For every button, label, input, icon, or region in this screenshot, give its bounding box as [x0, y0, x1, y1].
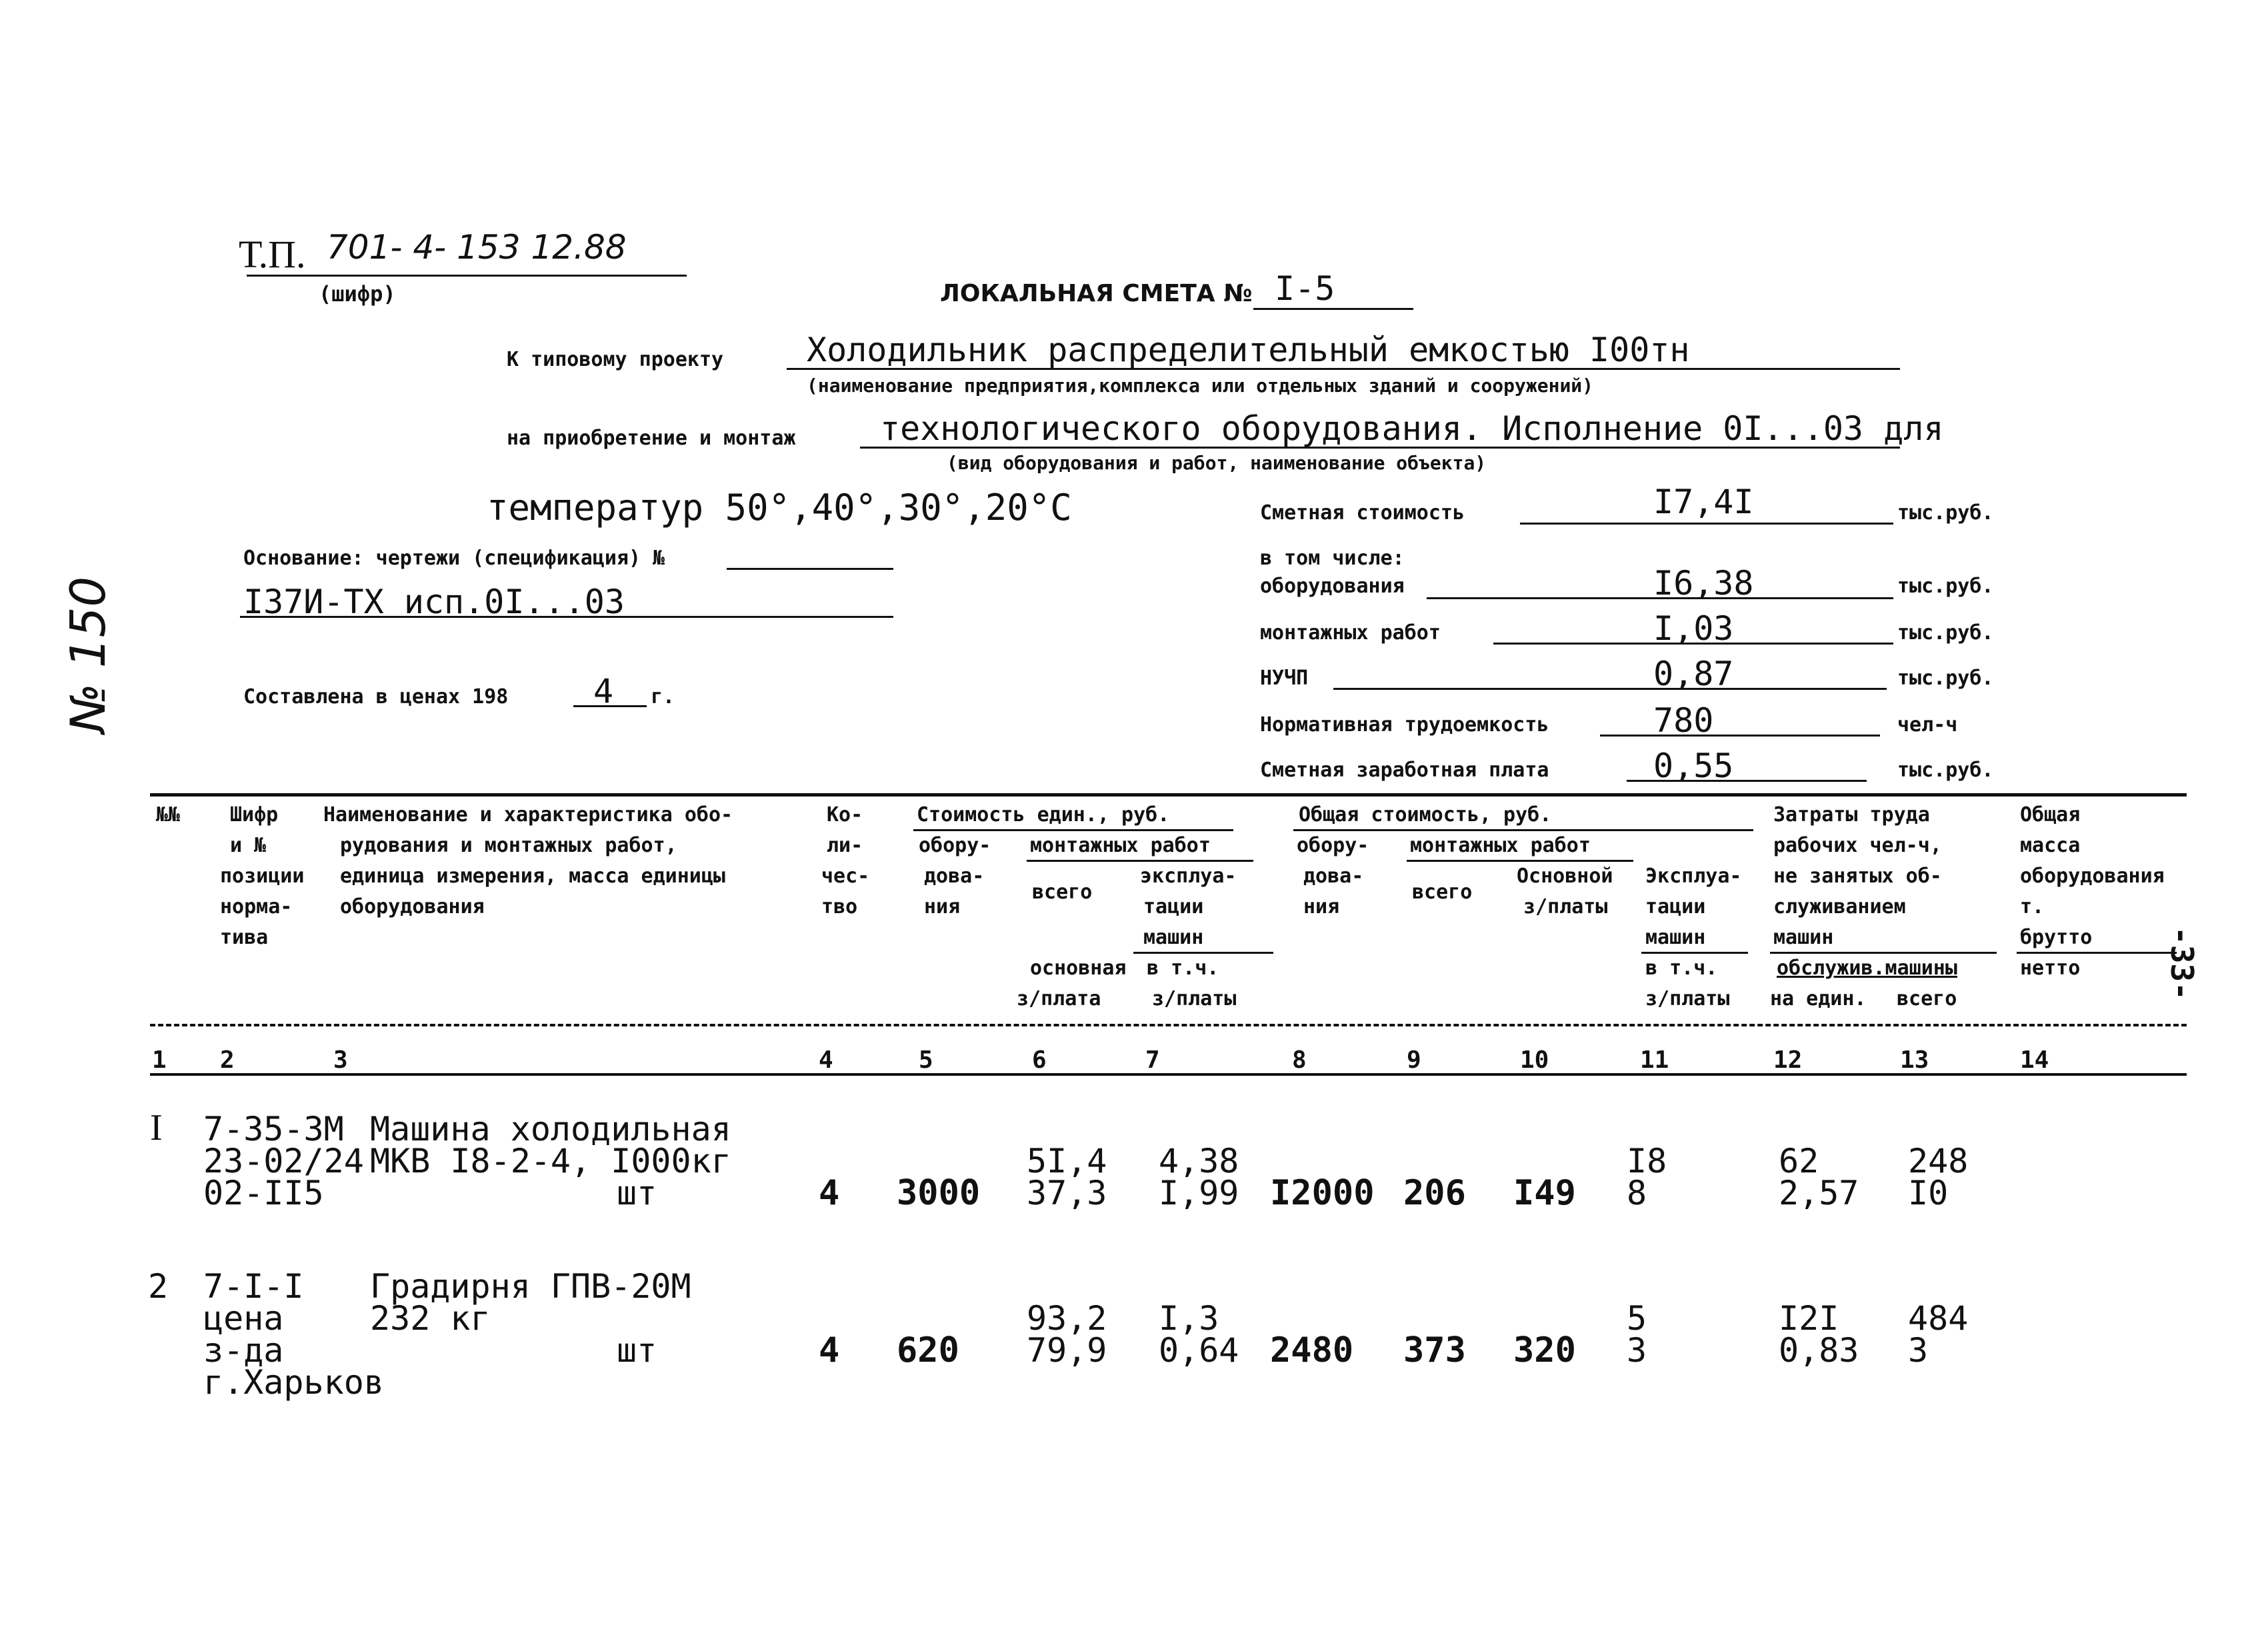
header-line: дова-: [1303, 864, 1364, 888]
row-equip-total: 2480: [1270, 1330, 1354, 1370]
project-label: К типовому проекту: [507, 348, 724, 371]
header-line: масса: [2020, 834, 2081, 857]
summary-unit: тыс.руб.: [1897, 759, 1994, 782]
header-line: единица измерения, масса единицы: [340, 864, 725, 888]
row-mach-wage: 0,64: [1159, 1331, 1239, 1370]
row-name: 232 кг: [370, 1299, 491, 1338]
row-mount-all: 206: [1403, 1173, 1466, 1213]
row-equip-unit: 620: [897, 1330, 959, 1370]
header-line: оборудования: [340, 895, 485, 918]
row-equip-unit: 3000: [897, 1173, 981, 1213]
unit-mount-group-header: монтажных работ: [1030, 834, 1211, 857]
row-mount-total: 5I,4: [1027, 1142, 1107, 1180]
row-mount-all: 373: [1403, 1330, 1466, 1370]
row-qty: 4: [819, 1173, 840, 1213]
compiled-year-line: [573, 705, 647, 707]
row-code: 02-II5: [203, 1174, 324, 1212]
basis-label-line: [727, 568, 893, 570]
project-caption: (наименование предприятия,комплекса или отдельных зданий и сооружений): [807, 375, 1594, 397]
header-line: в т.ч.: [1645, 956, 1718, 980]
column-number: 8: [1292, 1046, 1307, 1074]
labor-sub-header: обслужив.машины: [1777, 956, 1957, 980]
header-line: Затраты труда: [1773, 803, 1930, 826]
row-mach-op: 5: [1627, 1299, 1647, 1338]
summary-line: [1427, 597, 1893, 599]
col-unit-mach-wage-header: в т.ч.: [1147, 956, 1219, 980]
row-name: Градирня ГПВ-20М: [370, 1267, 691, 1306]
col-unit-mount-wage-header: з/плата: [1017, 987, 1101, 1010]
row-qty: 4: [819, 1330, 840, 1370]
summary-value: 0,55: [1653, 747, 1734, 785]
row-equip-total: I2000: [1270, 1173, 1375, 1213]
summary-unit: тыс.руб.: [1897, 621, 1994, 645]
summary-unit: тыс.руб.: [1897, 667, 1994, 690]
row-labor-total: I0: [1908, 1174, 1949, 1212]
compiled-year: 4: [593, 672, 614, 711]
basis-label: Основание: чертежи (спецификация) №: [243, 547, 665, 570]
column-number: 7: [1145, 1046, 1160, 1074]
row-name: МКВ I8-2-4, I000кг: [370, 1142, 731, 1180]
row-unit: шт: [617, 1331, 657, 1370]
col-unit-mach-wage-header: з/платы: [1152, 987, 1237, 1010]
table-header-bottom-rule: [150, 1024, 2187, 1026]
summary-label: в том числе:: [1260, 547, 1405, 570]
row-mach-op-wage: 3: [1627, 1331, 1647, 1370]
column-numbers-rule: [150, 1073, 2187, 1076]
row-labor-unit: 2,57: [1779, 1174, 1859, 1212]
col-mass-brutto-header: брутто: [2020, 926, 2093, 949]
header-line: т.: [2020, 895, 2045, 918]
summary-unit: тыс.руб.: [1897, 575, 1994, 598]
summary-value: I7,4I: [1653, 483, 1754, 521]
unit-cost-group-header: Стоимость един., руб.: [917, 803, 1170, 826]
row-mount-total: 93,2: [1027, 1299, 1107, 1338]
header-line: служиванием: [1773, 895, 1906, 918]
summary-value: I,03: [1653, 609, 1734, 648]
summary-unit: тыс.руб.: [1897, 501, 1994, 525]
basis-value: I37И-ТХ исп.0I...03: [243, 583, 625, 621]
header-line: ния: [924, 895, 961, 918]
row-labor-unit: 0,83: [1779, 1331, 1859, 1370]
row-base-wage: 320: [1513, 1330, 1576, 1370]
column-number: 2: [220, 1046, 235, 1074]
basis-line: [240, 616, 893, 618]
header-line: обору-: [919, 834, 991, 857]
compiled-suffix: г.: [651, 685, 675, 709]
header-line: рабочих чел-ч,: [1773, 834, 1942, 857]
row-number: 2: [148, 1267, 169, 1306]
row-mach: 4,38: [1159, 1142, 1239, 1180]
row-code: цена: [203, 1299, 284, 1338]
header-line: рудования и монтажных работ,: [340, 834, 677, 857]
cipher-caption: (шифр): [319, 281, 396, 307]
row-labor-unit: I2I: [1779, 1299, 1839, 1338]
header-line: тации: [1645, 895, 1706, 918]
header-line: Шифр: [230, 803, 279, 826]
row-mach-wage: I,99: [1159, 1174, 1239, 1212]
row-unit: шт: [617, 1174, 657, 1212]
total-cost-group-header: Общая стоимость, руб.: [1299, 803, 1552, 826]
estimate-title: ЛОКАЛЬНАЯ СМЕТА №: [940, 280, 1253, 307]
header-line: Наименование и характеристика обо-: [323, 803, 733, 826]
header-line: норма-: [220, 895, 293, 918]
header-line: тво: [821, 895, 858, 918]
summary-value: I6,38: [1653, 564, 1754, 603]
compiled-prefix: Составлена в ценах 198: [243, 685, 509, 709]
purchase-caption: (вид оборудования и работ, наименование объекта): [947, 452, 1487, 474]
summary-label: оборудования: [1260, 575, 1405, 598]
mach-op-line: [1641, 952, 1748, 954]
row-labor-total: 484: [1908, 1299, 1969, 1338]
summary-label: Нормативная трудоемкость: [1260, 713, 1549, 737]
header-line: и №: [230, 834, 267, 857]
column-number: 14: [2020, 1046, 2049, 1074]
page-number: -33-: [2164, 926, 2200, 1000]
header-line: эксплуа-: [1140, 864, 1237, 888]
row-mach: I,3: [1159, 1299, 1219, 1338]
tp-code: 701- 4- 153 12.88: [327, 228, 627, 267]
row-code: з-да: [203, 1331, 284, 1370]
summary-label: Сметная стоимость: [1260, 501, 1465, 525]
col-labor-total-header: всего: [1897, 987, 1957, 1010]
column-number: 12: [1773, 1046, 1803, 1074]
col-labor-unit-header: на един.: [1770, 987, 1867, 1010]
header-line: Ко-: [827, 803, 863, 826]
purchase-label: на приобретение и монтаж: [507, 427, 796, 450]
row-mount-wage: 37,3: [1027, 1174, 1107, 1212]
purchase-line: [860, 447, 1900, 449]
header-line: дова-: [924, 864, 985, 888]
temperatures: температур 50°,40°,30°,20°С: [487, 487, 1072, 529]
summary-unit: чел-ч: [1897, 713, 1958, 737]
tp-underline: [247, 275, 687, 277]
total-mount-group-header: монтажных работ: [1410, 834, 1591, 857]
header-line: Эксплуа-: [1645, 864, 1742, 888]
summary-value: 780: [1653, 701, 1714, 740]
side-number: № 150: [60, 576, 116, 733]
row-mach-op-wage: 8: [1627, 1174, 1647, 1212]
row-code: 7-I-I: [203, 1267, 304, 1306]
header-line: оборудования: [2020, 864, 2165, 888]
row-mount-wage: 79,9: [1027, 1331, 1107, 1370]
summary-line: [1520, 523, 1893, 525]
summary-line: [1627, 780, 1867, 782]
col-number-header: №№: [156, 803, 181, 826]
header-line: з/платы: [1645, 987, 1730, 1010]
col-mass-netto-header: нетто: [2020, 956, 2081, 980]
column-number: 11: [1640, 1046, 1669, 1074]
row-mach-op: I8: [1627, 1142, 1667, 1180]
header-line: тации: [1143, 895, 1204, 918]
header-line: ли-: [827, 834, 863, 857]
header-line: тива: [220, 926, 269, 949]
column-number: 5: [919, 1046, 933, 1074]
column-number: 13: [1900, 1046, 1929, 1074]
column-number: 4: [819, 1046, 833, 1074]
column-number: 3: [333, 1046, 348, 1074]
summary-label: НУЧП: [1260, 667, 1309, 690]
project-line: [787, 368, 1900, 370]
column-number: 9: [1407, 1046, 1421, 1074]
row-name: Машина холодильная: [370, 1110, 731, 1148]
row-number: I: [150, 1107, 163, 1148]
col-unit-mount-total-header: всего: [1032, 880, 1093, 904]
estimate-number-line: [1253, 308, 1413, 310]
project-value: Холодильник распределительный емкостью I00тн: [807, 331, 1690, 369]
tp-prefix: Т.П.: [239, 233, 306, 276]
header-line: Общая: [2020, 803, 2081, 826]
column-number: 10: [1520, 1046, 1549, 1074]
summary-line: [1493, 643, 1893, 645]
col-total-mount-header: всего: [1412, 880, 1473, 904]
summary-line: [1333, 688, 1887, 690]
header-line: не занятых об-: [1773, 864, 1942, 888]
row-labor-total: 248: [1908, 1142, 1969, 1180]
col-base-wage-header: з/платы: [1523, 895, 1608, 918]
mass-line: [2017, 952, 2177, 954]
row-code: 23-02/24: [203, 1142, 364, 1180]
row-labor-unit: 62: [1779, 1142, 1819, 1180]
summary-line: [1600, 735, 1880, 737]
summary-label: Сметная заработная плата: [1260, 759, 1549, 782]
header-line: ния: [1303, 895, 1340, 918]
column-number: 6: [1032, 1046, 1047, 1074]
header-line: позиции: [220, 864, 305, 888]
summary-label: монтажных работ: [1260, 621, 1441, 645]
row-code: г.Харьков: [203, 1363, 384, 1402]
header-line: чес-: [821, 864, 870, 888]
col-unit-mount-wage-header: основная: [1030, 956, 1127, 980]
col-base-wage-header: Основной: [1517, 864, 1613, 888]
column-number: 1: [152, 1046, 167, 1074]
header-line: машин: [1645, 926, 1706, 949]
row-labor-total: 3: [1908, 1331, 1929, 1370]
row-code: 7-35-3М: [203, 1110, 344, 1148]
table-top-rule: [150, 793, 2187, 797]
header-line: машин: [1143, 926, 1204, 949]
summary-value: 0,87: [1653, 655, 1734, 693]
estimate-number: I-5: [1275, 269, 1335, 308]
header-line: машин: [1773, 926, 1834, 949]
purchase-value: технологического оборудования. Исполнение 0I...03 для: [880, 409, 1944, 448]
header-line: обору-: [1297, 834, 1369, 857]
row-base-wage: I49: [1513, 1173, 1576, 1213]
